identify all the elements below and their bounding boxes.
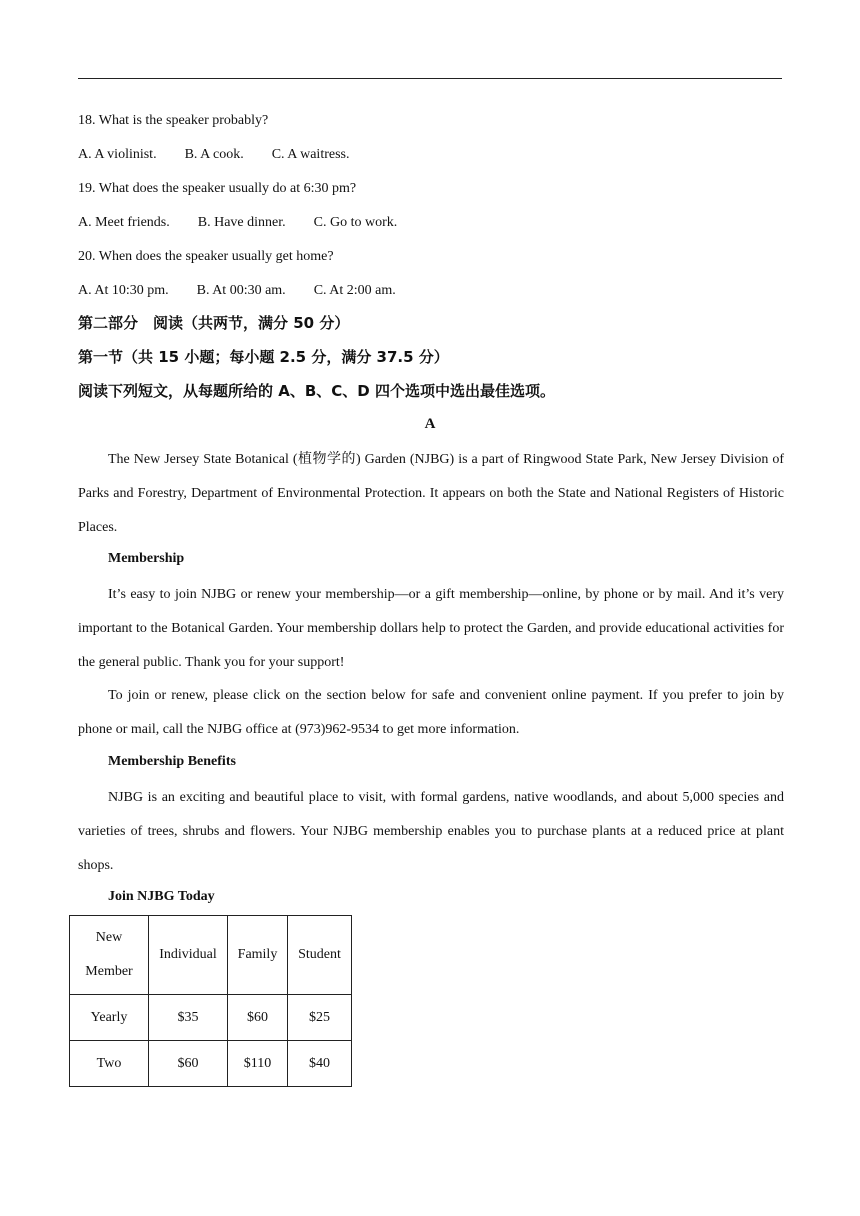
option-c: C. A waitress. [271, 147, 350, 162]
question-19-options [78, 213, 397, 233]
option-a: A. Meet friends. [78, 215, 170, 230]
benefits-heading: Membership Benefits [108, 754, 236, 769]
table-cell: Yearly [70, 995, 149, 1041]
option-b: B. A cook. [184, 147, 244, 162]
header-family: Family [228, 916, 288, 995]
benefits-paragraph: NJBG is an exciting and beautiful place to visit, with formal gardens, native woodlands, and about 5,000 species and varieties of trees, shrubs and flowers. Your NJBG membership enables you to purchase plants at a reduced price at plant shops. [78, 790, 784, 873]
table-cell: $40 [288, 1041, 352, 1087]
section-subtitle: 第一节（共 15 小题；每小题 2.5 分，满分 37.5 分） [78, 348, 449, 366]
join-heading: Join NJBG Today [108, 889, 215, 904]
table-cell: $25 [288, 995, 352, 1041]
table-row [70, 1041, 352, 1087]
question-18-options [78, 145, 349, 165]
part-title: 第二部分 阅读（共两节，满分 50 分） [78, 314, 350, 332]
table-cell: $35 [149, 995, 228, 1041]
membership-paragraph-2: To join or renew, please click on the section below for safe and convenient online payment. If you prefer to join by phone or mail, call the NJBG office at (973)962-9534 to get more information. [78, 688, 784, 737]
table-row [70, 995, 352, 1041]
table-cell: $60 [149, 1041, 228, 1087]
question-20: 20. When does the speaker usually get home? [78, 249, 334, 264]
option-c: C. Go to work. [313, 215, 398, 230]
membership-paragraph-1: It’s easy to join NJBG or renew your membership—or a gift membership—online, by phone or by mail. And it’s very important to the Botanical Garden. Your membership dollars help to protect the Garden, and provide educational activities for the general public. Thank you for your support! [78, 587, 784, 670]
header-rule [78, 78, 782, 79]
question-18: 18. What is the speaker probably? [78, 113, 269, 128]
table-cell: $60 [228, 995, 288, 1041]
header-student: Student [288, 916, 352, 995]
table-cell: $110 [228, 1041, 288, 1087]
header-individual: Individual [149, 916, 228, 995]
passage-intro: The New Jersey State Botanical (植物学的) Garden (NJBG) is a part of Ringwood State Park, New Jersey Division of Parks and Forestry, Department of Environmental Protection. It appears on both the State and National Registers of Historic Places. [78, 452, 784, 535]
membership-price-table [69, 915, 352, 1087]
passage-label: A [424, 416, 436, 432]
option-a: A. A violinist. [78, 147, 157, 162]
option-b: B. At 00:30 am. [196, 283, 286, 298]
section-instruction: 阅读下列短文，从每题所给的 A、B、C、D 四个选项中选出最佳选项。 [78, 382, 555, 400]
header-new-member: New Member [70, 916, 149, 995]
question-20-options [78, 281, 396, 301]
option-b: B. Have dinner. [197, 215, 286, 230]
question-19: 19. What does the speaker usually do at 6:30 pm? [78, 181, 357, 196]
table-header-row [70, 916, 352, 995]
membership-heading: Membership [108, 551, 185, 566]
option-a: A. At 10:30 pm. [78, 283, 169, 298]
option-c: C. At 2:00 am. [313, 283, 396, 298]
table-cell: Two [70, 1041, 149, 1087]
